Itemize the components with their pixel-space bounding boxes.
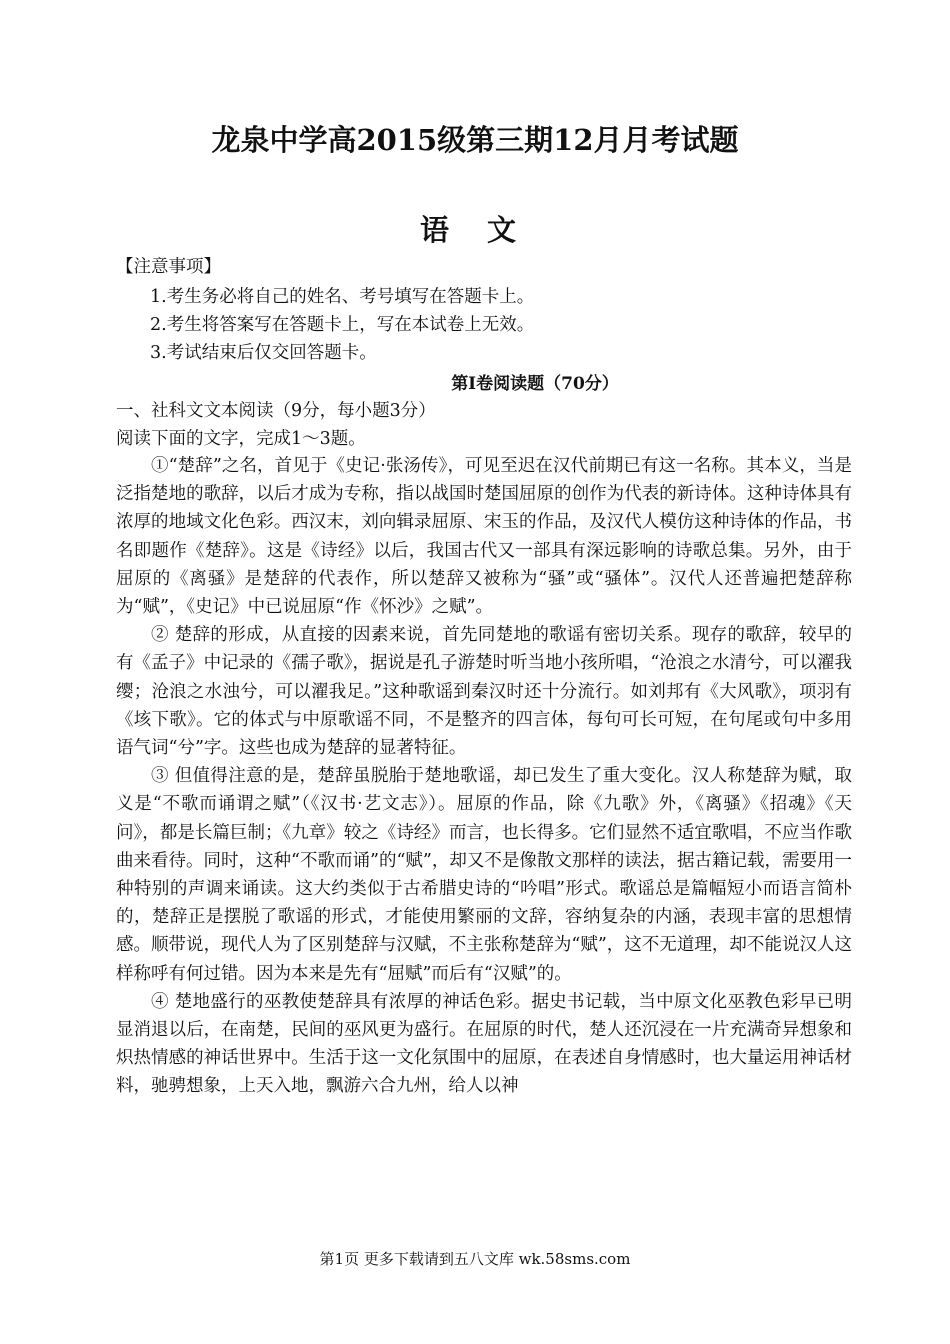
subject-heading: 语 文 (419, 213, 531, 247)
notice-item: 2.考生将答案写在答题卡上，写在本试卷上无效。 (150, 315, 535, 335)
part-title: 一、社科文文本阅读（9分，每小题3分） (116, 401, 436, 421)
section-heading: 第Ⅰ卷阅读题（70分） (451, 374, 619, 394)
passage-body (116, 452, 852, 1101)
reading-instruction: 阅读下面的文字，完成1～3题。 (116, 429, 366, 449)
notice-item: 3.考试结束后仅交回答题卡。 (150, 343, 377, 363)
exam-title: 龙泉中学高2015级第三期12月月考试题 (211, 123, 739, 157)
passage-paragraph: ④ 楚地盛行的巫教使楚辞具有浓厚的神话色彩。据史书记载，当中原文化巫教色彩早已明显消退以后，在南楚，民间的巫风更为盛行。在屈原的时代，楚人还沉浸在一片充满奇异想象和炽热情感的神话世界中。生活于这一文化氛围中的屈原，在表述自身情感时，也大量运用神话材料，驰骋想象，上天入地，飘游六合九州，给人以神 (116, 991, 852, 1097)
passage-paragraph: ①“楚辞”之名，首见于《史记·张汤传》，可见至迟在汉代前期已有这一名称。其本义，当是泛指楚地的歌辞，以后才成为专称，指以战国时楚国屈原的创作为代表的新诗体。这种诗体具有浓厚的地域文化色彩。西汉末，刘向辑录屈原、宋玉的作品，及汉代人模仿这种诗体的作品，书名即题作《楚辞》。这是《诗经》以后，我国古代又一部具有深远影响的诗歌总集。另外，由于屈原的《离骚》是楚辞的代表作，所以楚辞又被称为“骚”或“骚体”。汉代人还普遍把楚辞称为“赋”，《史记》中已说屈原“作《怀沙》之赋”。 (116, 456, 852, 618)
passage-paragraph: ③ 但值得注意的是，楚辞虽脱胎于楚地歌谣，却已发生了重大变化。汉人称楚辞为赋，取义是“不歌而诵谓之赋”（《汉书·艺文志》）。屈原的作品，除《九歌》外，《离骚》《招魂》《天问》，都是长篇巨制；《九章》较之《诗经》而言，也长得多。它们显然不适宜歌唱，不应当作歌曲来看待。同时，这种“不歌而诵”的“赋”，却又不是像散文那样的读法，据古籍记载，需要用一种特别的声调来诵读。这大约类似于古希腊史诗的“吟唱”形式。歌谣总是篇幅短小而语言简朴的，楚辞正是摆脱了歌谣的形式，才能使用繁丽的文辞，容纳复杂的内涵，表现丰富的思想情感。顺带说，现代人为了区别楚辞与汉赋，不主张称楚辞为“赋”，这不无道理，却不能说汉人这样称呼有何过错。因为本来是先有“屈赋”而后有“汉赋”的。 (116, 766, 852, 984)
passage-paragraph: ② 楚辞的形成，从直接的因素来说，首先同楚地的歌谣有密切关系。现存的歌辞，较早的有《孟子》中记录的《孺子歌》，据说是孔子游楚时听当地小孩所唱，“沧浪之水清兮，可以濯我缨；沧浪之水浊兮，可以濯我足。”这种歌谣到秦汉时还十分流行。如刘邦有《大风歌》，项羽有《垓下歌》。它的体式与中原歌谣不同，不是整齐的四言体，每句可长可短，在句尾或句中多用语气词“兮”字。这些也成为楚辞的显著特征。 (116, 625, 852, 759)
page-footer: 第1页 更多下载请到五八文库 wk.58sms.com (319, 1250, 631, 1268)
notice-heading: 【注意事项】 (116, 257, 221, 277)
notice-item: 1.考生务必将自己的姓名、考号填写在答题卡上。 (150, 287, 535, 307)
